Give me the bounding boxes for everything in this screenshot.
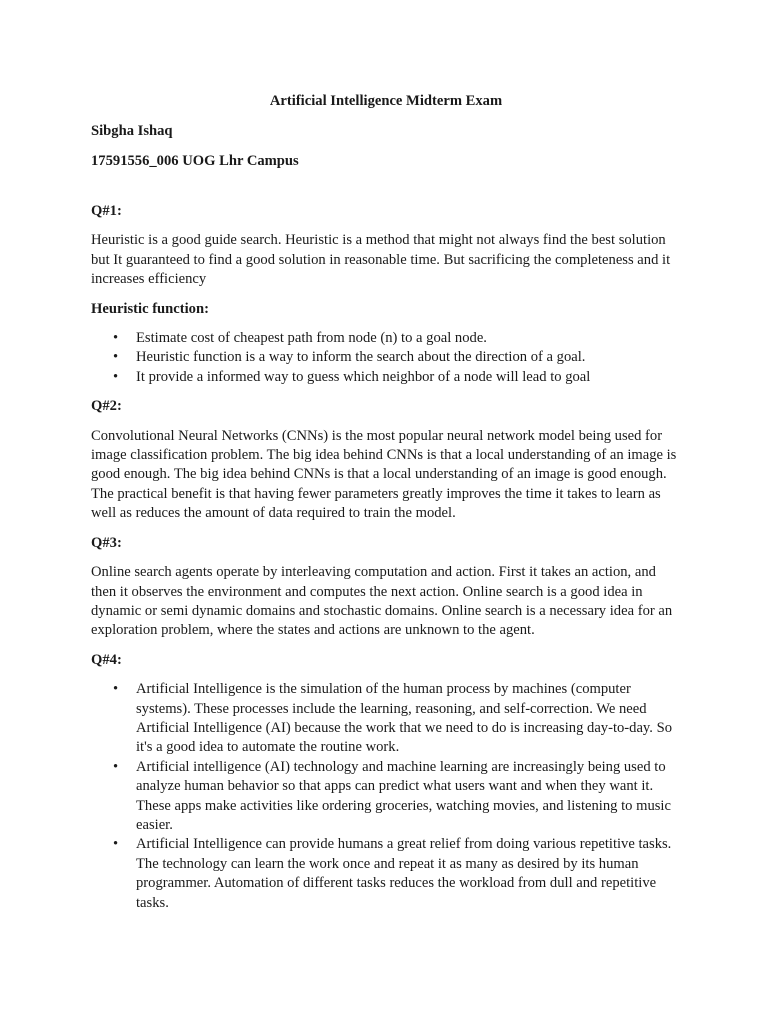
- q1-heading: Q#1:: [91, 203, 122, 219]
- q3-paragraph: Online search agents operate by interleaving computation and action. First it takes an action, and then it observes the environment and computes the next action. Online search is a good idea in dynamic or semi dynamic domains and stochastic domains. Online search is a necessary idea for an exploration problem, where the states and actions are unknown to the agent.: [91, 564, 673, 639]
- list-item: [91, 758, 681, 836]
- list-item-text: Artificial Intelligence is the simulation of the human process by machines (computer systems). These processes include the learning, reasoning, and self-correction. We need Artificial Intelligence (AI) because the work that we need to do is increasing day-to-day. So it's a good idea to automate the routine work.: [136, 681, 672, 756]
- q4-heading: Q#4:: [91, 651, 122, 668]
- q1-subheading: Heuristic function:: [91, 300, 209, 317]
- bullet-icon: •: [113, 836, 119, 853]
- list-item: [91, 835, 681, 913]
- q2-paragraph: Convolutional Neural Networks (CNNs) is the most popular neural network model being used for image classification problem. The big idea behind CNNs is that a local understanding of an image is good enough. The big idea behind CNNs is that a local understanding of an image is good enough. The practical benefit is that having fewer parameters greatly improves the time it takes to learn as well as reduces the amount of data required to train the model.: [91, 427, 677, 522]
- bullet-icon: •: [113, 368, 119, 385]
- list-item-text: It provide a informed way to guess which neighbor of a node will lead to goal: [136, 368, 591, 385]
- bullet-icon: •: [113, 681, 119, 698]
- document-title: Artificial Intelligence Midterm Exam: [269, 93, 503, 109]
- list-item: [91, 329, 681, 348]
- list-item: [91, 680, 681, 758]
- bullet-icon: •: [113, 349, 119, 366]
- bullet-icon: •: [113, 758, 119, 775]
- student-name: Sibgha Ishaq: [91, 123, 173, 139]
- list-item-text: Artificial intelligence (AI) technology and machine learning are increasingly being used to analyze human behavior so that apps can predict what users want and when they want it. These apps make activities like ordering groceries, watching movies, and listening to music easier.: [136, 758, 671, 833]
- q1-paragraph: Heuristic is a good guide search. Heuristic is a method that might not always find the best solution but It guaranteed to find a good solution in reasonable time. But sacrificing the completeness and it increases efficiency: [91, 232, 671, 288]
- student-id-campus: 17591556_006 UOG Lhr Campus: [91, 153, 299, 169]
- list-item: [91, 368, 681, 387]
- q1-bullet-list: [91, 329, 681, 387]
- list-item-text: Artificial Intelligence can provide humans a great relief from doing various repetitive tasks. The technology can learn the work once and repeat it as many as desired by its human programmer. Automation of different tasks reduces the workload from dull and repetitive tasks.: [136, 836, 672, 911]
- bullet-icon: •: [113, 330, 119, 347]
- q3-heading: Q#3:: [91, 534, 122, 551]
- list-item: [91, 348, 681, 367]
- list-item-text: Heuristic function is a way to inform the search about the direction of a goal.: [136, 349, 586, 366]
- list-item-text: Estimate cost of cheapest path from node (n) to a goal node.: [136, 330, 487, 347]
- document-page: [91, 92, 681, 923]
- q4-bullet-list: [91, 680, 681, 913]
- q2-heading: Q#2:: [91, 398, 122, 415]
